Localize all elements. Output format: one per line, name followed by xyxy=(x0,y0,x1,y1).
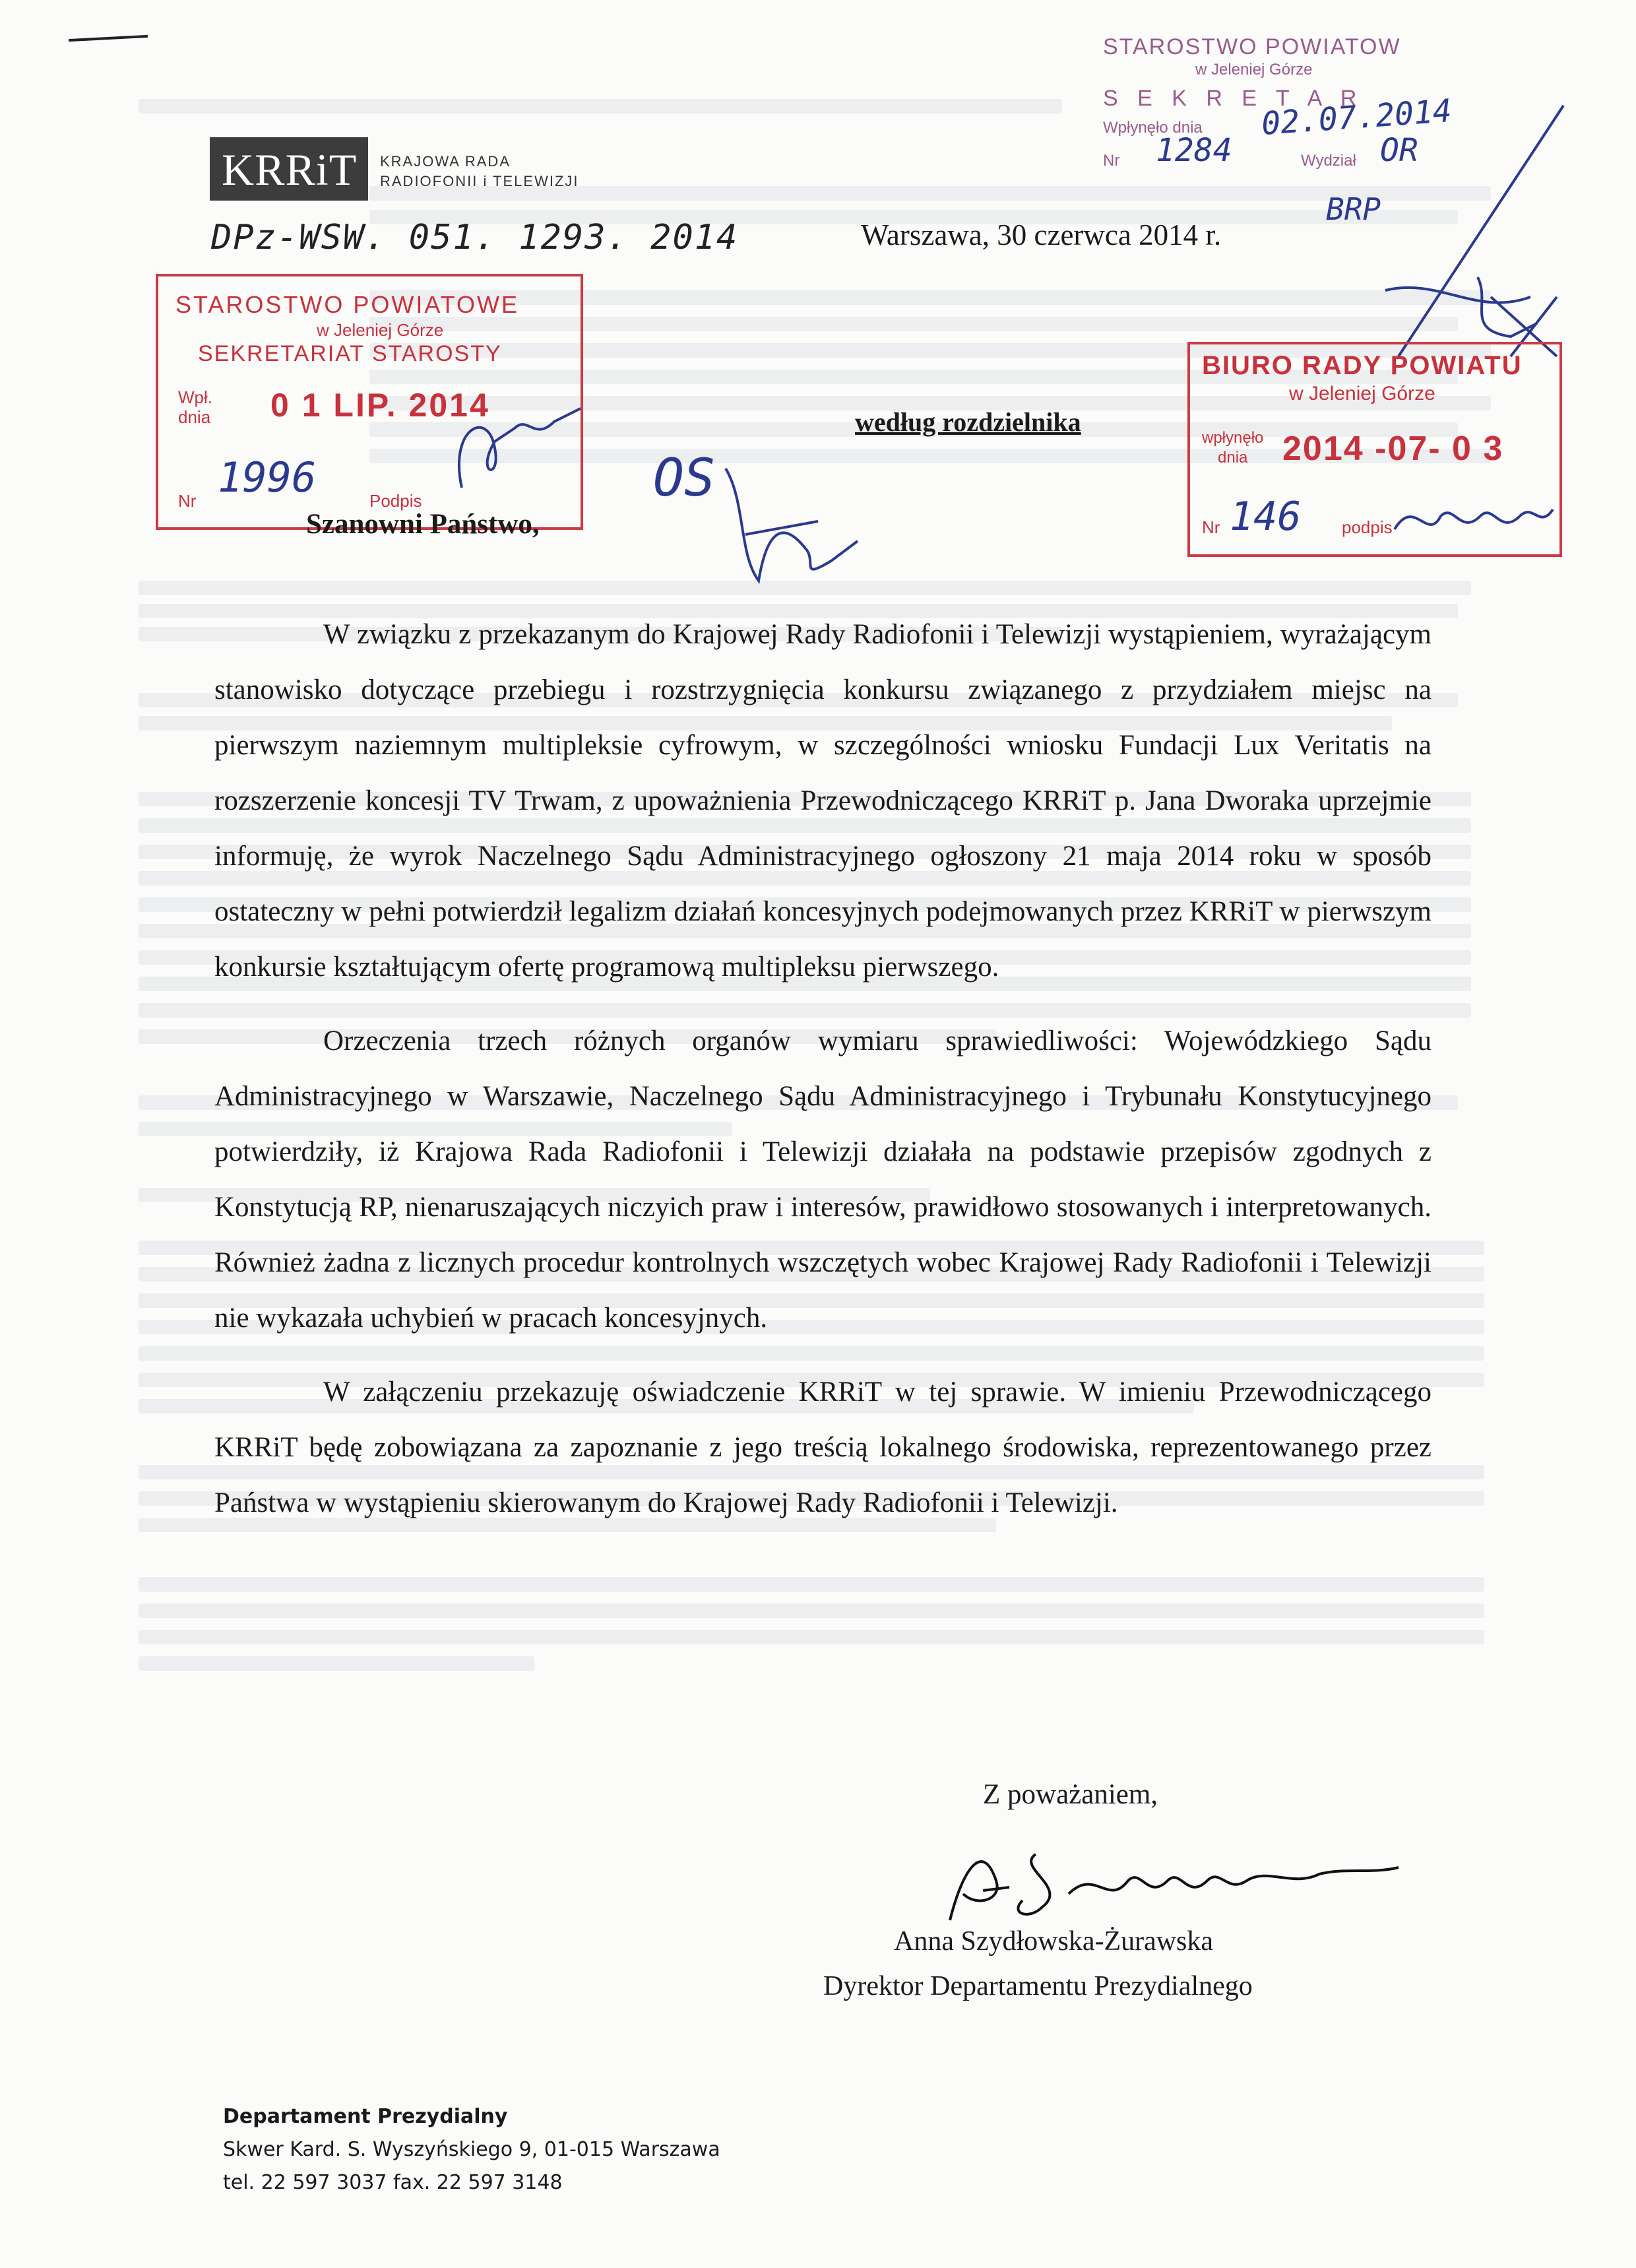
stamp-received-value: 02.07.2014 xyxy=(1260,92,1453,143)
footer-department: Departament Prezydialny xyxy=(223,2105,508,2128)
stamp-nr-value: 1996 xyxy=(218,453,317,502)
signature xyxy=(937,1828,1412,1933)
bleed-through-shadow xyxy=(139,99,1062,113)
paragraph-2: Orzeczenia trzech różnych organów wymiaru sprawiedliwości: Wojewódzkiego Sądu Administracyjnego w Warszawie, Naczelnego Sądu Administracyjnego i Trybunału Konstytucyjnego potwierdziły, iż Krajowa Rada Radiofonii i Telewizji działała na podstawie przepisów zgodnych z Konstytucją RP, nienaruszających niczyich praw i interesów, prawidłowo stosowanych i interpretowanych. Również żadna z licznych procedur kontrolnych wszczętych wobec Krajowej Rady Radiofonii i Telewizji nie wykazała uchybień w pracach koncesyjnych. xyxy=(214,1025,1432,1334)
stamp-nr-label: Nr xyxy=(178,491,197,511)
stamp-received-label-2: dnia xyxy=(178,407,211,427)
stamp-line-1: STAROSTWO POWIATOWE xyxy=(175,291,519,318)
stamp-line-3: SEKRETARIAT STAROSTY xyxy=(198,341,502,366)
letter-body xyxy=(214,607,1432,1531)
stamp-received-label-1: wpłynęło xyxy=(1202,429,1264,447)
addressee: według rozdzielnika xyxy=(855,407,1081,437)
stamp-signature xyxy=(435,369,594,501)
salutation: Szanowni Państwo, xyxy=(306,509,540,540)
stamp-dept-value: OR xyxy=(1380,132,1418,169)
pen-strokes xyxy=(1359,79,1583,383)
logo-line-1: KRAJOWA RADA xyxy=(380,153,511,170)
stamp-nr-value: 146 xyxy=(1230,494,1302,540)
logo-text xyxy=(380,152,579,191)
place-date: Warszawa, 30 czerwca 2014 r. xyxy=(861,218,1222,251)
handwritten-note: OS xyxy=(653,449,715,508)
stamp-received-label-1: Wpł. xyxy=(178,387,212,407)
stamp-received-label-2: dnia xyxy=(1218,449,1248,467)
signer-name: Anna Szydłowska-Żurawska xyxy=(894,1926,1214,1957)
stamp-nr-label: Nr xyxy=(1202,517,1220,537)
bleed-through-shadow xyxy=(139,1577,1484,1592)
paragraph-1: W związku z przekazanym do Krajowej Rady Radiofonii i Telewizji wystąpieniem, wyrażającym stanowisko dotyczące przebiegu i rozstrzygnięcia konkursu związanego z przydziałem miejsc na pierwszym naziemnym multipleksie cyfrowym, w szczególności wniosku Fundacji Lux Veritatis na rozszerzenie koncesji TV Trwam, z upoważnienia Przewodniczącego KRRiT p. Jana Dworaka uprzejmie informuję, że wyrok Naczelnego Sądu Administracyjnego ogłoszony 21 maja 2014 roku w sposób ostateczny w pełni potwierdził legalizm działań koncesyjnych podejmowanych przez KRRiT w pierwszym konkursie kształtującym ofertę programową multipleksu pierwszego. xyxy=(214,619,1432,983)
stamp-biuro-rady-powiatu xyxy=(1187,342,1562,557)
bleed-through-shadow xyxy=(139,1604,1484,1618)
initials-brp: BRP xyxy=(1326,191,1381,227)
stamp-line-1: STAROSTWO POWIATOW xyxy=(1103,34,1401,59)
stamp-dept-label: Wydział xyxy=(1301,152,1356,170)
stamp-line-2: w Jeleniej Górze xyxy=(317,320,444,340)
bleed-through-shadow xyxy=(139,1630,1484,1644)
stamp-starostwo-sekretariat-starosty xyxy=(156,274,583,530)
stamp-sign-label: Podpis xyxy=(369,491,422,511)
stamp-sign-label: podpis xyxy=(1342,517,1393,537)
stamp-nr-value: 1284 xyxy=(1156,132,1232,169)
logo-mark: KRRiT xyxy=(222,145,358,195)
paragraph-3: W załączeniu przekazuję oświadczenie KRRiT w tej sprawie. W imieniu Przewodniczącego KRRiT będę zobowiązana za zapoznanie z jego treścią lokalnego środowiska, reprezentowanego przez Państwa w wystąpieniu skierowanym do Krajowej Rady Radiofonii i Telewizji. xyxy=(214,1377,1432,1518)
stamp-line-3: S E K R E T A R xyxy=(1103,86,1364,111)
stamp-received-label: Wpłynęło dnia xyxy=(1103,119,1203,137)
stamp-line-2: w Jeleniej Górze xyxy=(1289,383,1435,405)
signature-stroke xyxy=(937,1828,1412,1933)
footer-address: Skwer Kard. S. Wyszyńskiego 9, 01-015 Warszawa xyxy=(223,2138,720,2161)
stamp-received-value: 0 1 LIP. 2014 xyxy=(270,387,490,424)
stamp-nr-label: Nr xyxy=(1103,152,1120,170)
closing: Z poważaniem, xyxy=(983,1779,1158,1810)
handwritten-scribble xyxy=(699,449,871,600)
krrit-logo xyxy=(210,137,368,201)
footer-phone: tel. 22 597 3037 fax. 22 597 3148 xyxy=(223,2171,563,2194)
signer-title: Dyrektor Departamentu Prezydialnego xyxy=(823,1971,1253,2001)
reference-number: DPz-WSW. 051. 1293. 2014 xyxy=(211,218,739,257)
stamp-line-2: w Jeleniej Górze xyxy=(1195,61,1313,79)
stamp-line-1: BIURO RADY POWIATU xyxy=(1202,351,1523,380)
stamp-signature xyxy=(1388,490,1559,549)
logo-line-2: RADIOFONII i TELEWIZJI xyxy=(380,173,579,189)
bleed-through-shadow xyxy=(139,1656,534,1671)
scan-mark xyxy=(69,35,148,42)
stamp-received-value: 2014 -07- 0 3 xyxy=(1282,430,1504,468)
